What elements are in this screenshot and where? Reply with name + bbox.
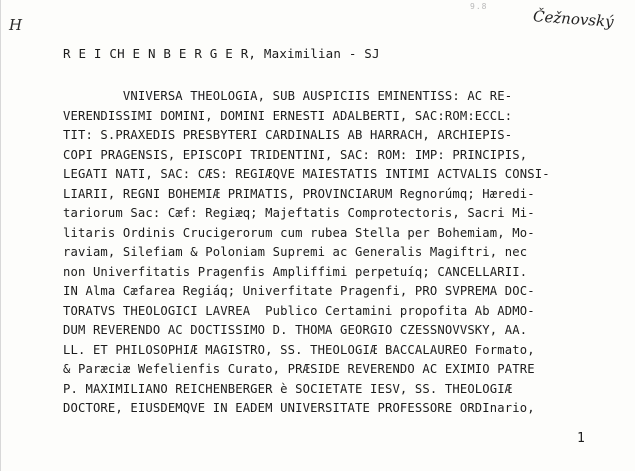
text-line: litaris Ordinis Crucigerorum cum rubea Stella per Bohemiam, Mo- xyxy=(63,225,535,240)
text-line: tariorum Sac: Cæf: Regiæq; Majeftatis Comprotectoris, Sacri Mi- xyxy=(63,206,535,220)
text-line: LL. ET PHILOSOPHIÆ MAGISTRO, SS. THEOLOGIÆ BACCALAUREO Formato, xyxy=(63,342,535,357)
faint-stamp: 9.8 xyxy=(470,2,488,11)
text-line: DUM REVERENDO AC DOCTISSIMO D. THOMA GEORGIO CZESSNOVVSKY, AA. xyxy=(63,323,528,337)
text-line: VERENDISSIMI DOMINI, DOMINI ERNESTI ADALBERTI, SAC:ROM:ECCL: xyxy=(63,108,513,123)
handwritten-note: Čežnovský xyxy=(532,7,615,31)
text-line: IN Alma Cæfarea Regiáq; Univerfitate Pragenfi, PRO SVPREMA DOC- xyxy=(63,284,535,298)
text-line: LEGATI NATI, SAC: CÆS: REGIÆQVE MAIESTATIS INTIMI ACTVALIS CONSI- xyxy=(63,167,550,181)
text-line: LIARII, REGNI BOHEMIÆ PRIMATIS, PROVINCIARUM Regnorúmq; Hæredi- xyxy=(63,186,535,201)
text-line: VNIVERSA THEOLOGIA, SUB AUSPICIIS EMINENTISS: AC RE- xyxy=(63,89,513,103)
corner-mark: H xyxy=(9,16,23,34)
text-line: DOCTORE, EIUSDEMQVE IN EADEM UNIVERSITATE PROFESSORE ORDInario, xyxy=(63,401,535,415)
text-line: COPI PRAGENSIS, EPISCOPI TRIDENTINI, SAC: ROM: IMP: PRINCIPIS, xyxy=(63,147,528,162)
text-line: raviam, Silefiam & Poloniam Supremi ac Generalis Magiftri, nec xyxy=(63,245,528,259)
text-line: TORATVS THEOLOGICI LAVREA Publico Certamini propofita Ab ADMO- xyxy=(63,303,535,318)
text-line: non Univerfitatis Pragenfis Ampliffimi perpetuíq; CANCELLARII. xyxy=(63,264,528,279)
card-heading: R E I CH E N B E R G E R, Maximilian - SJ xyxy=(63,46,380,61)
text-line: & Paræciæ Wefelienfis Curato, PRÆSIDE REVERENDO AC EXIMIO PATRE xyxy=(63,362,535,376)
text-line: P. MAXIMILIANO REICHENBERGER è SOCIETATE IESV, SS. THEOLOGIÆ xyxy=(63,381,513,396)
card-body-text xyxy=(63,87,583,419)
text-line: TIT: S.PRAXEDIS PRESBYTERI CARDINALIS AB HARRACH, ARCHIEPIS- xyxy=(63,128,513,142)
page-number: 1 xyxy=(577,431,585,446)
